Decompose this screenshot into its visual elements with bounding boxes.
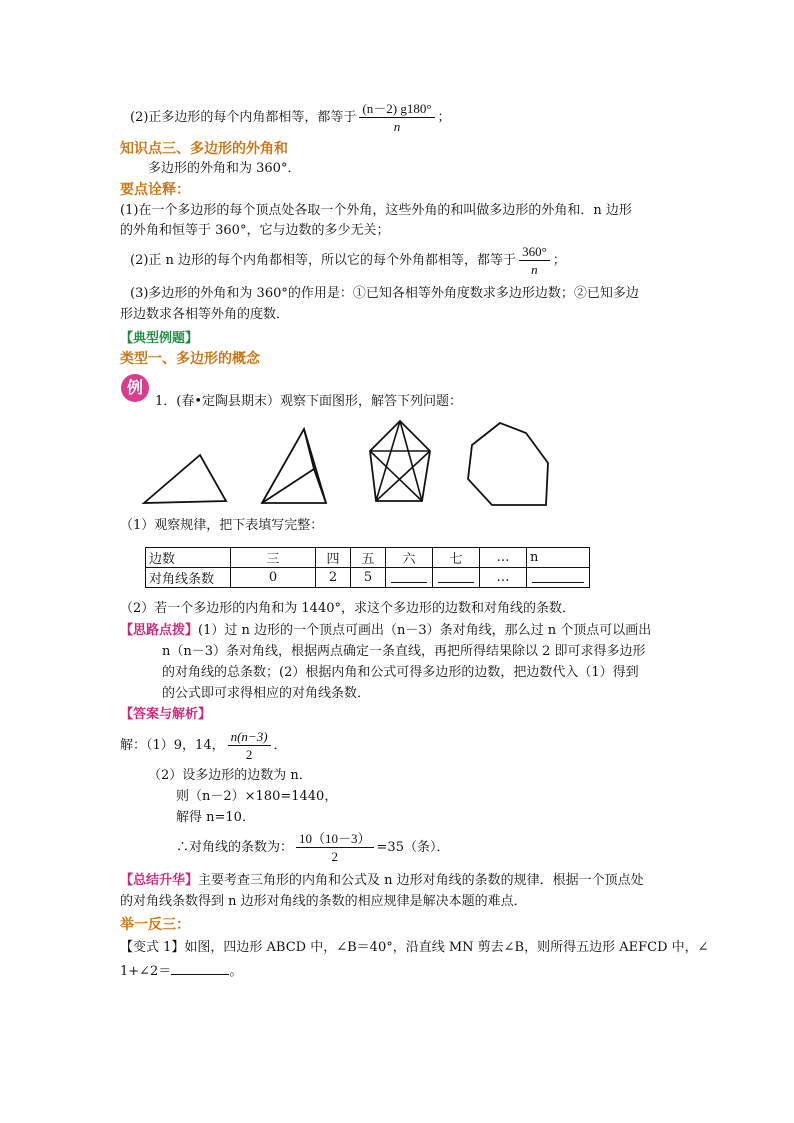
variant-tag: 【变式 1】: [120, 940, 185, 955]
solution-line-4: 解得 n=10．: [176, 810, 255, 825]
table-cell: n: [527, 548, 590, 568]
fraction: [296, 830, 374, 865]
table-cell: 5: [351, 568, 386, 588]
table-cell: 三: [231, 548, 316, 568]
text: =35（条）．: [376, 840, 450, 855]
type-1-heading: 类型一、多边形的概念: [120, 351, 260, 367]
text: ．: [273, 738, 287, 753]
table-cell: 六: [386, 548, 433, 568]
example-badge: 例: [121, 374, 149, 402]
answer-blank[interactable]: [171, 960, 229, 975]
table-cell: 七: [433, 548, 480, 568]
table-cell-blank: [386, 568, 433, 588]
table-cell: …: [480, 548, 527, 568]
fraction-numerator: (n－2) g180°: [359, 100, 434, 118]
summary-line-1: [120, 872, 644, 890]
solution-line-1: [120, 728, 287, 763]
text: ∴对角线的条数为：: [176, 840, 294, 855]
text: (2)正 n 边形的每个内角都相等，所以它的每个外角都相等，都等于: [130, 253, 517, 268]
table-row: [146, 548, 590, 568]
quadrilateral-figure: [262, 429, 326, 503]
variant-1-line-a: [120, 939, 709, 957]
thinking-line-3: 的对角线的总条数；(2）根据内角和公式可得多边形的边数，把边数代入（1）得到: [162, 665, 639, 680]
fraction-denominator: 2: [331, 849, 339, 864]
solution-line-5: [176, 830, 449, 865]
table-cell: 对角线条数: [146, 568, 231, 588]
fraction: [359, 100, 434, 135]
table-cell: 四: [316, 548, 351, 568]
solution-line-3: 则（n－2）×180=1440，: [176, 789, 338, 804]
text: 如图，四边形 ABCD 中，∠B＝40°，沿直线 MN 剪去∠B，则所得五边形 AEFCD 中，∠: [184, 940, 709, 955]
exterior-sum-statement: 多边形的外角和为 360°．: [148, 161, 301, 176]
table-cell: …: [480, 568, 527, 588]
triangle-figure: [144, 455, 226, 503]
table-row: [146, 568, 590, 588]
table-cell: 边数: [146, 548, 231, 568]
fraction: [519, 243, 550, 278]
fraction-numerator: 360°: [519, 243, 550, 261]
fraction: [228, 728, 271, 763]
text: 主要考查三角形的内角和公式及 n 边形对角线的条数的规律．根据一个顶点处: [198, 873, 644, 888]
section-heading-3: 知识点三、多边形的外角和: [120, 141, 288, 157]
pentagon-figure: [370, 421, 430, 501]
fraction-numerator: 10（10－3）: [296, 830, 374, 848]
text: ；: [552, 253, 566, 268]
summary-tag: 【总结升华】: [120, 873, 199, 888]
polygon-figures: [130, 415, 570, 510]
question-1-part-2: （2）若一个多边形的内角和为 1440°，求这个多边形的边数和对角线的条数．: [120, 601, 575, 616]
key-points-heading: 要点诠释：: [120, 182, 190, 198]
text: 。: [229, 964, 243, 979]
thinking-tag: 【思路点拨】: [120, 623, 199, 638]
answer-heading: 【答案与解析】: [120, 707, 212, 722]
fraction-denominator: n: [531, 262, 538, 277]
fraction-denominator: 2: [245, 747, 253, 762]
point-2-line: [130, 243, 566, 278]
examples-heading: 【典型例题】: [120, 331, 199, 346]
question-1-part-1: （1）观察规律，把下表填写完整：: [120, 518, 324, 533]
table-cell-blank: [433, 568, 480, 588]
point-3-line-b: 形边数求各相等外角的度数．: [120, 307, 290, 322]
extension-heading: 举一反三：: [120, 917, 190, 933]
text: 1+∠2＝: [120, 964, 172, 979]
point-3-line-a: (3)多边形的外角和为 360°的作用是：①已知各相等外角度数求多边形边数；②已知多边: [130, 286, 639, 301]
interior-angle-line: [130, 100, 451, 135]
variant-1-line-b: [120, 960, 242, 981]
text: (2)正多边形的每个内角都相等，都等于: [130, 110, 357, 125]
fraction-numerator: n(n−3): [228, 728, 271, 746]
question-1: 1．(春•定陶县期末）观察下面图形，解答下列问题：: [155, 394, 463, 409]
heptagon-figure: [468, 423, 548, 505]
table-cell: 2: [316, 568, 351, 588]
thinking-line-1: [120, 622, 651, 640]
text: (1）过 n 边形的一个顶点可画出（n－3）条对角线，那么过 n 个顶点可以画出: [198, 623, 652, 638]
table-cell: 0: [231, 568, 316, 588]
text: ；: [437, 110, 451, 125]
thinking-line-4: 的公式即可求得相应的对角线条数．: [162, 686, 371, 701]
summary-line-2: 的对角线条数得到 n 边形对角线的条数的相应规律是解决本题的难点．: [120, 894, 527, 909]
solution-line-2: （2）设多边形的边数为 n．: [148, 768, 312, 783]
table-cell: 五: [351, 548, 386, 568]
thinking-line-2: n（n－3）条对角线，根据两点确定一条直线，再把所得结果除以 2 即可求得多边形: [162, 644, 646, 659]
point-1-line-a: (1)在一个多边形的每个顶点处各取一个外角，这些外角的和叫做多边形的外角和．n 边形: [120, 203, 632, 218]
text: 解：（1）9，14，: [120, 738, 225, 753]
diagonal-count-table: [145, 547, 590, 588]
fraction-denominator: n: [393, 119, 401, 134]
table-cell-blank: [527, 568, 590, 588]
point-1-line-b: 的外角和恒等于 360°，它与边数的多少无关；: [120, 223, 390, 238]
